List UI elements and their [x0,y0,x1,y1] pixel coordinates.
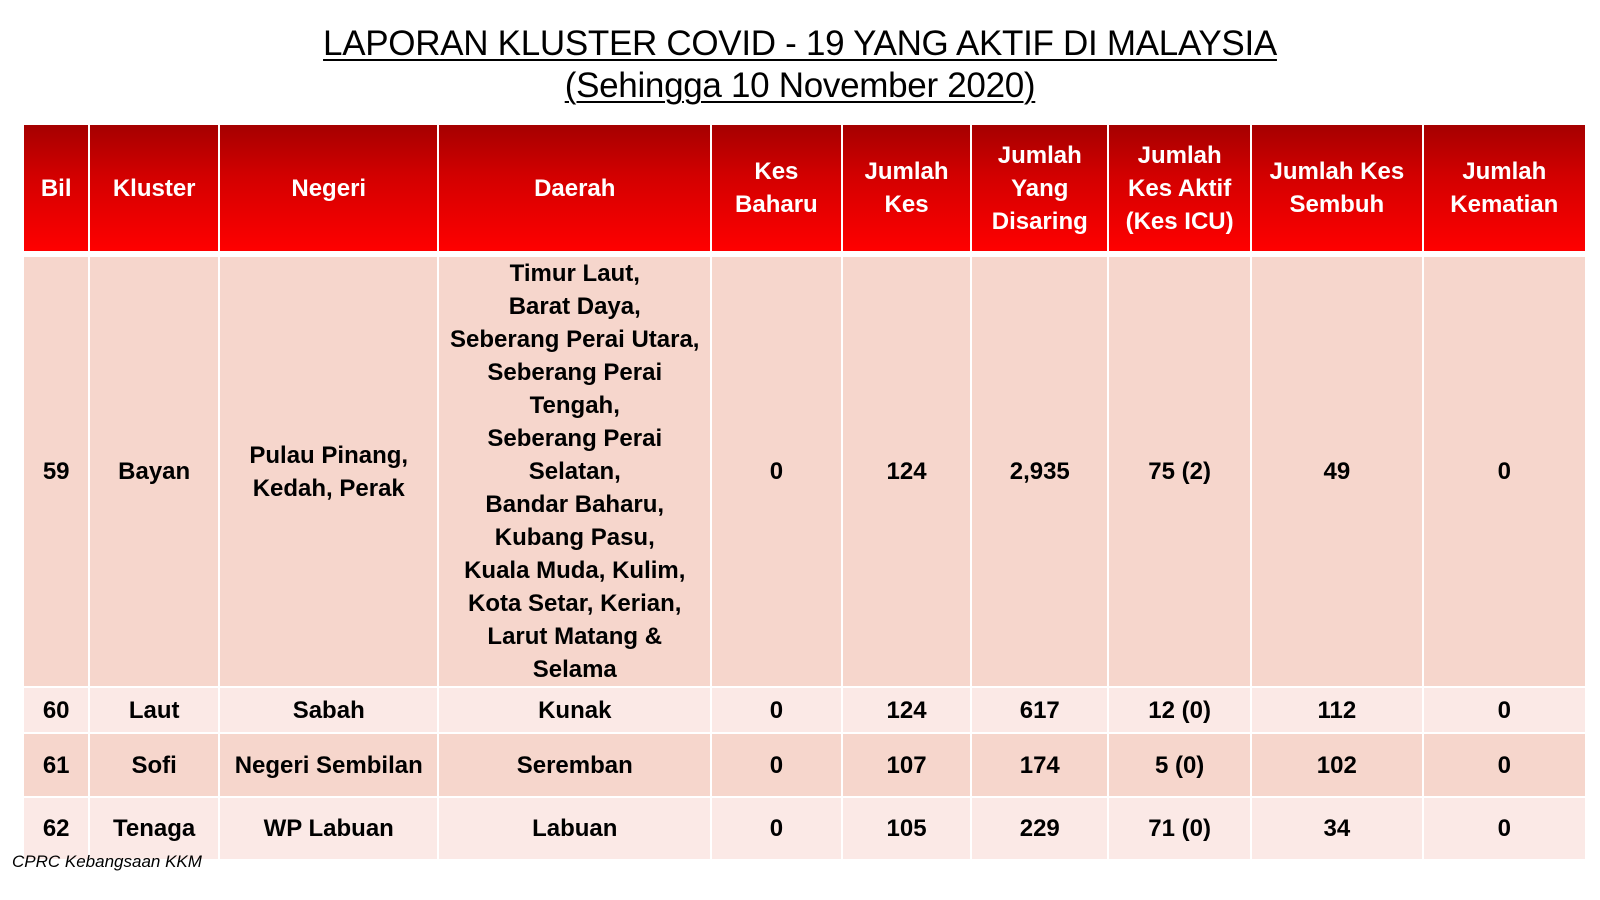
cell-daerah: Kunak [438,687,711,733]
cell-jumlah-kes: 124 [842,254,972,687]
header-jumlah-kes-aktif: Jumlah Kes Aktif (Kes ICU) [1108,124,1251,254]
cell-jumlah-kes-sembuh: 49 [1251,254,1423,687]
table-row [23,687,1586,733]
cell-jumlah-kes-sembuh: 112 [1251,687,1423,733]
cell-jumlah-disaring: 2,935 [971,254,1108,687]
cell-negeri: Negeri Sembilan [219,733,438,797]
header-jumlah-kematian: Jumlah Kematian [1423,124,1586,254]
cell-kluster: Laut [89,687,219,733]
cell-bil: 62 [23,797,89,860]
header-row [23,124,1586,254]
cell-jumlah-kes-sembuh: 102 [1251,733,1423,797]
report-date-subtitle: (Sehingga 10 November 2020) [564,66,1036,105]
cell-jumlah-kes: 105 [842,797,972,860]
cell-jumlah-kematian: 0 [1423,687,1586,733]
cell-bil: 60 [23,687,89,733]
cell-jumlah-kes-aktif: 75 (2) [1108,254,1251,687]
cell-jumlah-kematian: 0 [1423,254,1586,687]
cell-jumlah-kes: 124 [842,687,972,733]
cell-daerah: Labuan [438,797,711,860]
header-bil: Bil [23,124,89,254]
header-kes-baharu: Kes Baharu [711,124,842,254]
cell-jumlah-kes: 107 [842,733,972,797]
cell-negeri: Sabah [219,687,438,733]
cell-daerah: Timur Laut, Barat Daya, Seberang Perai Utara, Seberang Perai Tengah, Seberang Perai Selatan, Bandar Baharu, Kubang Pasu, Kuala Muda, Kulim, Kota Setar, Kerian, Larut Matang & Selama [438,254,711,687]
table-row [23,733,1586,797]
cell-kes-baharu: 0 [711,733,842,797]
cell-bil: 61 [23,733,89,797]
source-credit: CPRC Kebangsaan KKM [12,852,202,871]
cell-jumlah-kes-aktif: 71 (0) [1108,797,1251,860]
report-title: LAPORAN KLUSTER COVID - 19 YANG AKTIF DI MALAYSIA [323,24,1277,63]
cell-jumlah-disaring: 174 [971,733,1108,797]
cell-jumlah-kes-aktif: 12 (0) [1108,687,1251,733]
header-jumlah-kes-sembuh: Jumlah Kes Sembuh [1251,124,1423,254]
cell-negeri: WP Labuan [219,797,438,860]
cell-kluster: Tenaga [89,797,219,860]
cell-jumlah-kes-aktif: 5 (0) [1108,733,1251,797]
cell-jumlah-disaring: 617 [971,687,1108,733]
cell-daerah: Seremban [438,733,711,797]
header-daerah: Daerah [438,124,711,254]
cell-kes-baharu: 0 [711,687,842,733]
cell-kluster: Sofi [89,733,219,797]
cell-kes-baharu: 0 [711,797,842,860]
cell-jumlah-disaring: 229 [971,797,1108,860]
cell-bil: 59 [23,254,89,687]
header-jumlah-disaring: Jumlah Yang Disaring [971,124,1108,254]
header-jumlah-kes: Jumlah Kes [842,124,972,254]
cell-negeri: Pulau Pinang, Kedah, Perak [219,254,438,687]
table-row [23,254,1586,687]
cluster-table [22,123,1587,861]
cell-jumlah-kes-sembuh: 34 [1251,797,1423,860]
cell-kluster: Bayan [89,254,219,687]
header-negeri: Negeri [219,124,438,254]
table-row [23,797,1586,860]
cell-kes-baharu: 0 [711,254,842,687]
cell-jumlah-kematian: 0 [1423,797,1586,860]
header-kluster: Kluster [89,124,219,254]
cell-jumlah-kematian: 0 [1423,733,1586,797]
